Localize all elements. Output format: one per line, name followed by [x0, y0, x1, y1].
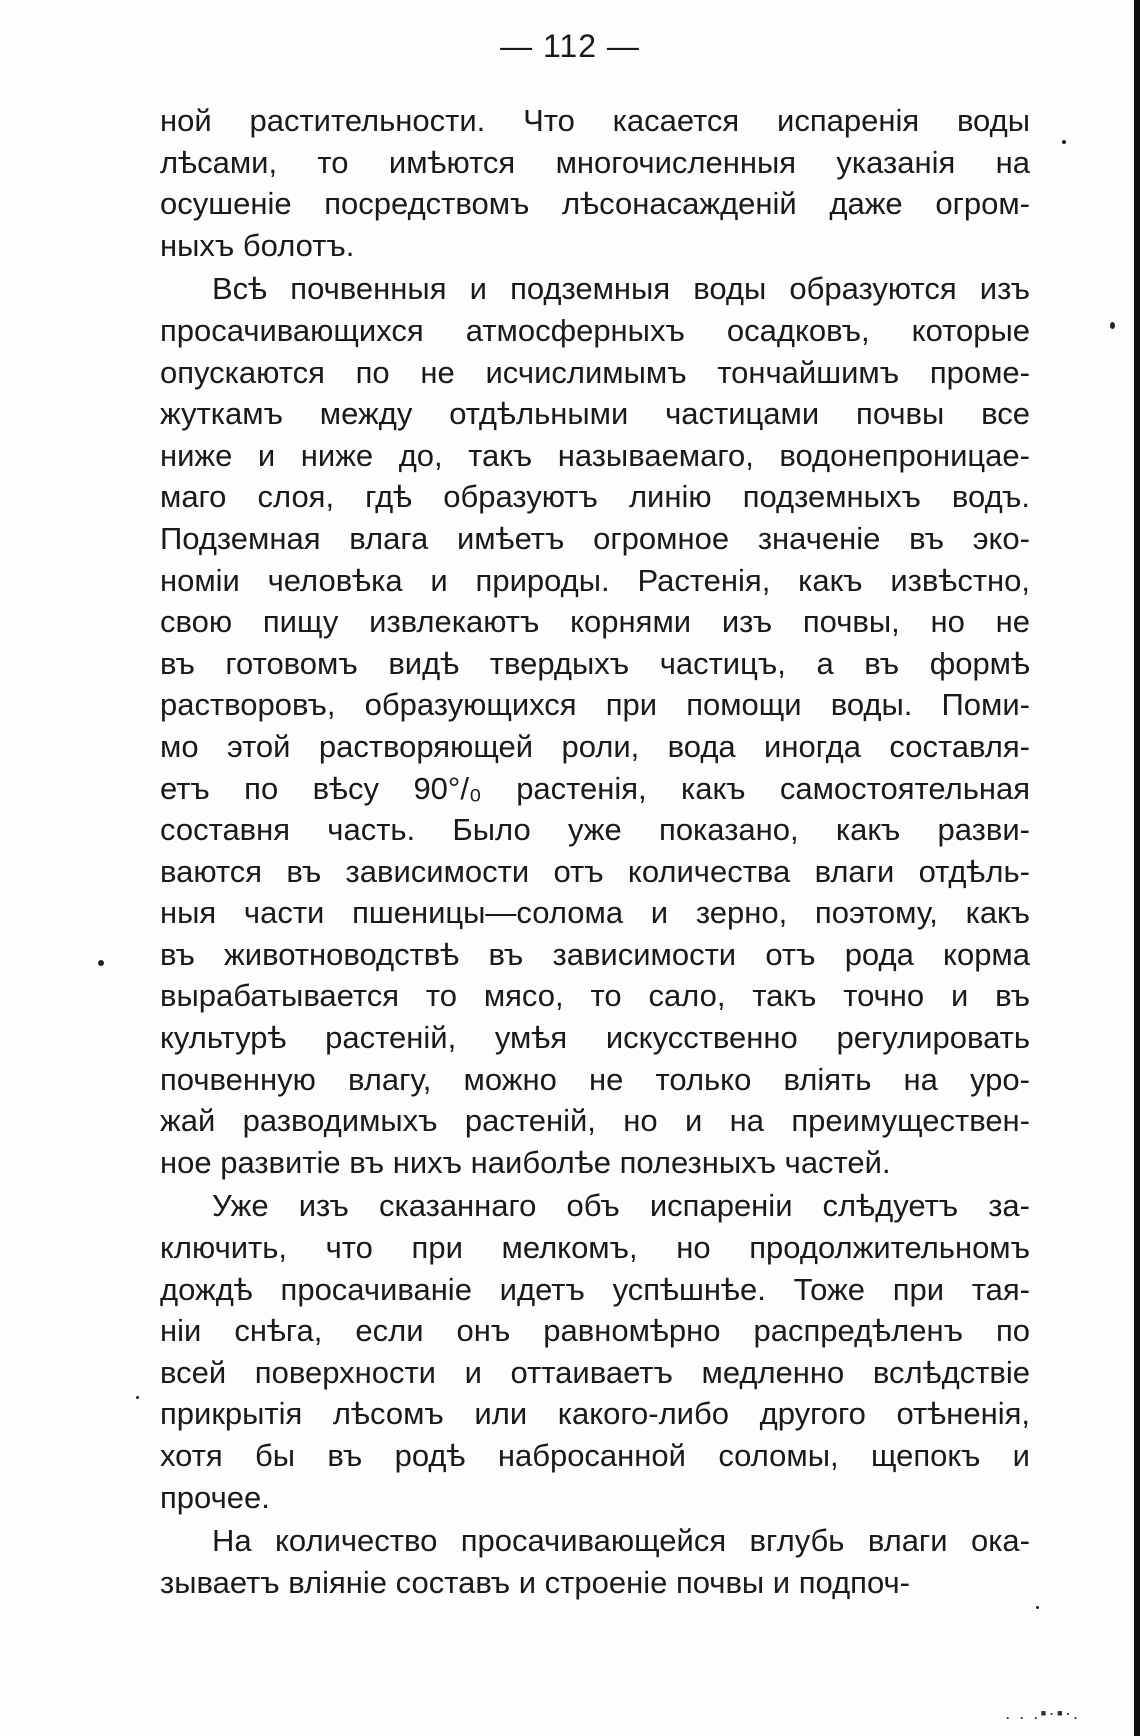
- text-line: почвенную влагу, можно не только вліять на уро-: [160, 1061, 1030, 1097]
- page-number: — 112 —: [500, 28, 640, 64]
- text-line: прикрытія лѣсомъ или какого-либо другого отѣненія,: [160, 1396, 1030, 1432]
- paragraph: [160, 1520, 1030, 1603]
- text-line: въ готовомъ видѣ твердыхъ частицъ, а въ формѣ: [160, 645, 1030, 681]
- text-line: На количество просачивающейся вглубь влаги ока-: [212, 1523, 1030, 1559]
- text-line: зываетъ вліяніе составъ и строеніе почвы и подпоч-: [160, 1564, 910, 1600]
- text-line: растворовъ, образующихся при помощи воды. Поми-: [160, 687, 1030, 723]
- text-line: осушеніе посредствомъ лѣсонасажденій даже огром-: [160, 186, 1030, 222]
- text-line: ное развитіе въ нихъ наиболѣе полезныхъ частей.: [160, 1144, 891, 1180]
- text-line: просачивающихся атмосферныхъ осадковъ, которые: [160, 312, 1030, 348]
- text-line: Уже изъ сказаннаго объ испареніи слѣдуетъ за-: [212, 1188, 1030, 1224]
- footer-mark: . . .▪·▪·.: [1005, 1703, 1080, 1723]
- text-line: ключить, что при мелкомъ, но продолжительномъ: [160, 1230, 1030, 1266]
- text-line: лѣсами, то имѣются многочисленныя указанія на: [160, 144, 1030, 180]
- text-line: вырабатывается то мясо, то сало, такъ точно и въ: [160, 978, 1030, 1014]
- text-line: хотя бы въ родѣ набросанной соломы, щепокъ и: [160, 1438, 1030, 1473]
- text-line: свою пищу извлекаютъ корнями изъ почвы, но не: [160, 604, 1030, 640]
- text-line: ніи снѣга, если онъ равномѣрно распредѣленъ по: [160, 1313, 1030, 1349]
- text-line: номіи человѣка и природы. Растенія, какъ извѣстно,: [160, 562, 1030, 598]
- text-line: культурѣ растеній, умѣя искусственно регулировать: [160, 1020, 1030, 1056]
- text-line: Подземная влага имѣетъ огромное значеніе въ эко-: [160, 520, 1030, 556]
- text-line: етъ по вѣсу 90°/₀ растенія, какъ самостоятельная: [160, 770, 1030, 806]
- text-line: опускаются по не исчислимымъ тончайшимъ проме-: [160, 354, 1030, 390]
- scan-speck: [136, 1396, 139, 1399]
- text-line: ныя части пшеницы—солома и зерно, поэтому, какъ: [160, 895, 1030, 931]
- text-line: ваются въ зависимости отъ количества влаги отдѣль-: [160, 853, 1030, 889]
- text-line: всей поверхности и оттаиваетъ медленно вслѣдствіе: [160, 1354, 1030, 1390]
- text-line: дождѣ просачиваніе идетъ успѣшнѣе. Тоже при тая-: [160, 1271, 1030, 1307]
- paragraph: [160, 1185, 1030, 1518]
- paragraph: [160, 268, 1030, 1183]
- text-line: жуткамъ между отдѣльными частицами почвы все: [160, 396, 1030, 432]
- paragraph: [160, 100, 1030, 266]
- text-line: мо этой растворяющей роли, вода иногда составля-: [160, 728, 1030, 764]
- text-line: составня часть. Было уже показано, какъ разви-: [160, 812, 1030, 848]
- text-line: въ животноводствѣ въ зависимости отъ рода корма: [160, 936, 1030, 972]
- text-line: жай разводимыхъ растеній, но и на преимуществен-: [160, 1103, 1030, 1139]
- text-line: ниже и ниже до, такъ называемаго, водонепроницае-: [160, 437, 1030, 473]
- text-line: ныхъ болотъ.: [160, 227, 355, 263]
- scan-speck: [1062, 140, 1066, 144]
- scan-speck: [1110, 322, 1115, 329]
- text-line: Всѣ почвенныя и подземныя воды образуются изъ: [212, 271, 1030, 307]
- text-line: маго слоя, гдѣ образуютъ линію подземныхъ водъ.: [160, 479, 1030, 515]
- text-line: ной растительности. Что касается испаренія воды: [160, 103, 1030, 138]
- text-line: прочее.: [160, 1479, 270, 1515]
- scan-speck: [98, 960, 104, 966]
- body-text: [160, 100, 1030, 1605]
- page-edge-shadow: [1134, 0, 1140, 1736]
- scan-speck: [1036, 1606, 1039, 1609]
